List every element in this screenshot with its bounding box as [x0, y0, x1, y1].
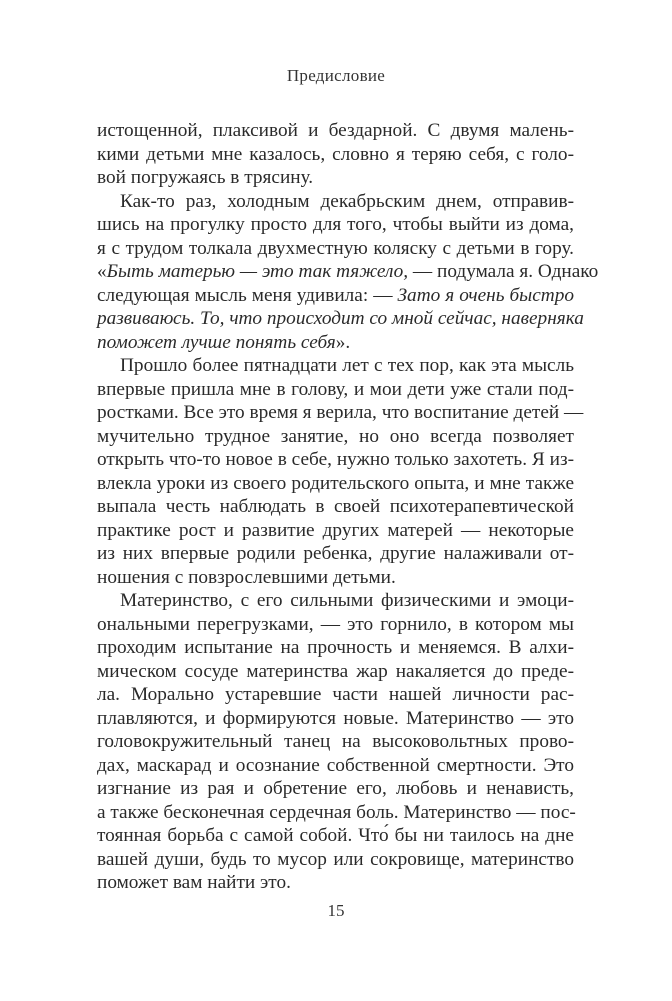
text-line: [97, 354, 574, 378]
text-segment: изгнание из рая и обретение его, любовь и ненависть,: [97, 778, 574, 799]
text-segment: практике рост и развитие других матерей — некоторые: [97, 519, 574, 541]
text-line: [97, 143, 574, 167]
text-line: [97, 871, 574, 895]
text-segment: кими детьми мне казалось, словно я теряю себя, с голо-: [97, 143, 574, 165]
text-line: [97, 566, 574, 590]
text-line: [97, 472, 574, 496]
text-segment: ».: [335, 331, 351, 353]
text-line: [97, 190, 574, 214]
text-segment: ростками. Все это время я верила, что воспитание детей —: [97, 402, 584, 423]
text-segment: ональными перегрузками, — это горнило, в котором мы: [97, 613, 574, 635]
paragraph: [97, 119, 574, 190]
text-line: [97, 613, 574, 637]
italic-text: поможет лучше понять себя: [97, 331, 336, 353]
italic-text: Зато я очень быстро: [397, 284, 574, 306]
text-line: [97, 378, 574, 402]
text-line: [97, 284, 574, 308]
paragraph: [97, 354, 584, 589]
paragraph: [97, 190, 599, 355]
text-segment: вашей души, будь то мусор или сокровище, материнство: [97, 848, 574, 870]
text-segment: истощенной, плаксивой и бездарной. С двумя малень-: [97, 120, 574, 141]
text-line: [97, 848, 574, 872]
text-segment: ла. Морально устаревшие части нашей личности рас-: [97, 684, 574, 705]
text-line: [97, 401, 584, 425]
text-line: [97, 542, 574, 566]
text-line: [97, 166, 574, 190]
text-line: [97, 636, 574, 660]
text-segment: дах, маскарад и осознание собственной смертности. Это: [97, 754, 574, 776]
text-line: [97, 683, 574, 707]
text-segment: а также бесконечная сердечная боль. Материнство — пос-: [97, 801, 576, 823]
text-segment: мическом сосуде материнства жар накаляется до преде-: [97, 660, 574, 682]
text-line: [97, 589, 574, 613]
text-line: [97, 448, 574, 472]
text-segment: ношения с повзрослевшими детьми.: [97, 566, 396, 588]
text-segment: мучительно трудное занятие, но оно всегда позволяет: [97, 425, 574, 447]
text-segment: «: [97, 261, 107, 282]
text-segment: вой погружаясь в трясину.: [97, 167, 314, 188]
text-segment: проходим испытание на прочность и меняемся. В алхи-: [97, 637, 574, 658]
text-line: [97, 801, 574, 825]
text-line: [97, 213, 574, 237]
text-line: [97, 777, 574, 801]
text-segment: следующая мысль меня удивила: —: [97, 284, 398, 306]
text-line: [97, 754, 574, 778]
italic-text: развиваюсь. То, что происходит со мной сейчас, наверняка: [97, 308, 584, 329]
paragraph: [97, 589, 574, 895]
text-segment: шись на прогулку просто для того, чтобы выйти из дома,: [97, 214, 574, 235]
text-segment: тоянная борьба с самой собой. Что́ бы ни таилось на дне: [97, 825, 574, 846]
text-segment: открыть что-то новое в себе, нужно только захотеть. Я из-: [97, 449, 574, 470]
text-line: [97, 331, 574, 355]
text-line: [97, 707, 574, 731]
text-line: [97, 730, 574, 754]
text-line: [97, 660, 574, 684]
text-line: [97, 824, 574, 848]
text-segment: влекла уроки из своего родительского опыта, и мне также: [97, 472, 574, 494]
text-segment: — подумала я. Однако: [408, 261, 599, 282]
text-segment: Прошло более пятнадцати лет с тех пор, как эта мысль: [120, 355, 574, 376]
text-segment: поможет вам найти это.: [97, 872, 291, 893]
text-line: [97, 260, 599, 284]
text-line: [97, 307, 584, 331]
text-line: [97, 119, 574, 143]
running-header: Предисловие: [286, 66, 386, 85]
text-segment: из них впервые родили ребенка, другие налаживали от-: [97, 543, 574, 564]
text-segment: головокружительный танец на высоковольтных прово-: [97, 731, 574, 752]
page-body-text: [97, 119, 599, 895]
text-segment: я с трудом толкала двухместную коляску с детьми в гору.: [97, 237, 574, 259]
text-line: [97, 519, 574, 543]
page-number: 15: [327, 901, 345, 920]
italic-text: Быть матерью — это так тяжело,: [106, 261, 409, 282]
text-segment: впервые пришла мне в голову, и мои дети уже стали под-: [97, 378, 574, 400]
text-line: [97, 495, 574, 519]
text-line: [97, 425, 574, 449]
text-line: [97, 237, 574, 261]
text-segment: выпала честь наблюдать в своей психотерапевтической: [97, 496, 574, 517]
text-segment: плавляются, и формируются новые. Материнство — это: [97, 707, 574, 729]
text-segment: Как-то раз, холодным декабрьским днем, отправив-: [120, 190, 574, 212]
text-segment: Материнство, с его сильными физическими и эмоци-: [120, 590, 574, 611]
